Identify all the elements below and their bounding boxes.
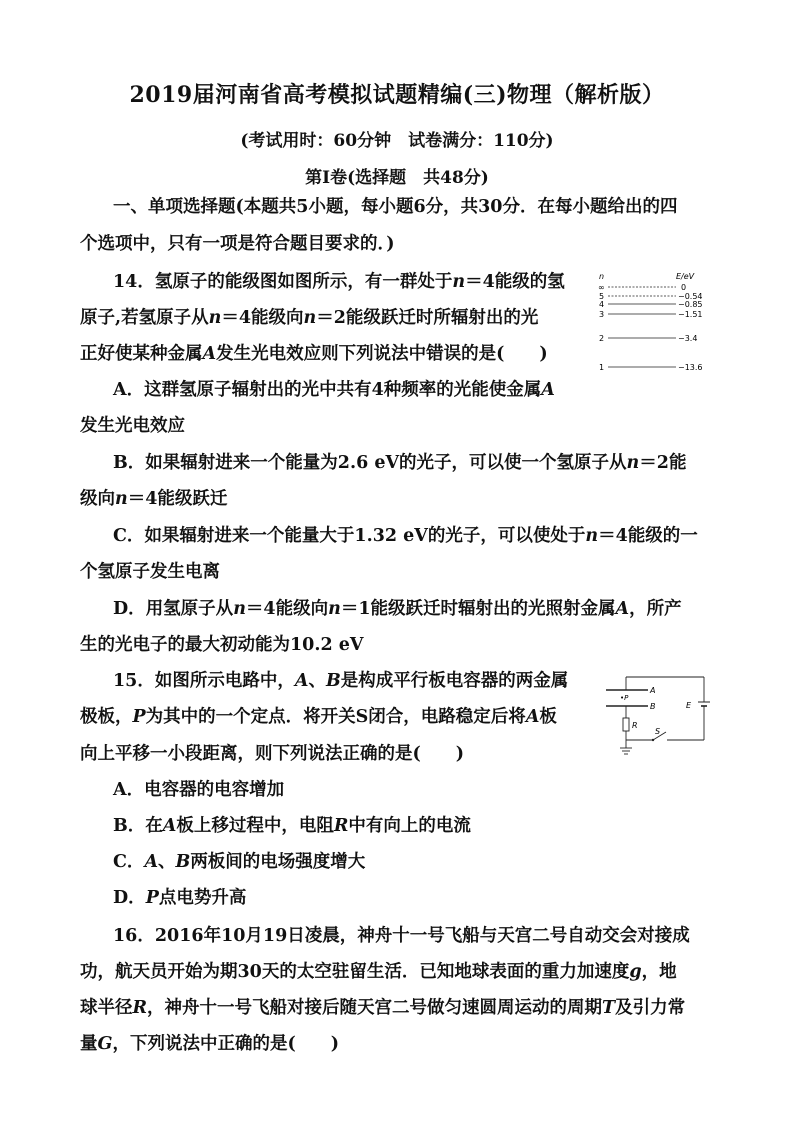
level-e-1: −13.6 [678,363,703,372]
instructions-line-2: 个选项中，只有一项是符合题目要求的．) [80,234,395,254]
q15-line-3: 向上平移一小段距离，则下列说法正确的是( ) [80,744,465,764]
label-b: B [650,702,656,711]
level-e-4: −0.85 [678,300,703,309]
level-n-2: 2 [599,334,605,343]
q14-line-2: 原子,若氢原子从n＝4能级向n＝2能级跃迁时所辐射出的光 [80,308,539,328]
level-n-4: 4 [599,300,605,309]
level-e-3: −1.51 [678,310,703,319]
page-title: 2019届河南省高考模拟试题精编(三)物理（解析版） [129,82,665,108]
exam-subtitle: (考试用时：60分钟 试卷满分：110分) [240,131,554,151]
q14-option-b-cont: 级向n＝4能级跃迁 [80,489,228,509]
q15-option-b: B．在A板上移过程中，电阻R中有向上的电流 [113,816,471,836]
q14-line-3: 正好使某种金属A发生光电效应则下列说法中错误的是( ) [80,344,548,364]
level-e-inf: 0 [681,283,687,292]
section-heading: 第Ⅰ卷(选择题 共48分) [305,168,489,188]
q15-option-a: A．电容器的电容增加 [113,780,285,800]
q14-option-b: B．如果辐射进来一个能量为2.6 eV的光子，可以使一个氢原子从n＝2能 [113,453,687,473]
diagram-n-label: n [599,272,605,281]
label-a: A [650,686,656,695]
label-s: S [655,727,661,736]
resistor-r [623,718,629,731]
level-n-inf: ∞ [598,283,605,292]
label-p: •P [620,694,629,702]
q16-number: 16． [113,926,155,946]
q15-line-2: 极板，P为其中的一个定点．将开关S闭合，电路稳定后将A板 [80,707,557,727]
q14-option-a-cont: 发生光电效应 [80,416,185,436]
q16-line-4: 量G，下列说法中正确的是( ) [80,1034,340,1054]
q16-line-3: 球半径R，神舟十一号飞船对接后随天宫二号做匀速圆周运动的周期T及引力常 [80,998,686,1018]
instructions-lead: 一、单项选择题 [113,197,236,217]
level-n-1: 1 [599,363,605,372]
q16-line-1: 16．2016年10月19日凌晨，神舟十一号飞船与天宫二号自动交会对接成 [113,926,690,946]
circuit-diagram [600,668,720,758]
q16-line-2: 功，航天员开始为期30天的太空驻留生活．已知地球表面的重力加速度g，地 [80,962,677,982]
q14-option-a: A．这群氢原子辐射出的光中共有4种频率的光能使金属A [113,380,555,400]
instructions-line-1: 一、单项选择题(本题共5小题，每小题6分，共30分．在每小题给出的四 [113,197,678,217]
energy-level-diagram [596,268,716,378]
q15-option-c: C．A、B两板间的电场强度增大 [113,852,366,872]
level-e-5: −0.54 [678,292,703,301]
label-r: R [632,721,638,730]
diagram-e-label: E/eV [676,272,695,281]
level-n-5: 5 [599,292,605,301]
q14-number: 14． [113,272,155,292]
q14-option-c-cont: 个氢原子发生电离 [80,562,220,582]
q15-option-d: D．P点电势升高 [113,888,247,908]
q14-option-c: C．如果辐射进来一个能量大于1.32 eV的光子，可以使处于n＝4能级的一 [113,526,698,546]
q14-line-1: 14．氢原子的能级图如图所示，有一群处于n＝4能级的氢 [113,272,565,292]
label-e: E [686,701,692,710]
q15-line-1: 15．如图所示电路中，A、B是构成平行板电容器的两金属 [113,671,569,691]
q14-option-d: D．用氢原子从n＝4能级向n＝1能级跃迁时辐射出的光照射金属A，所产 [113,599,682,619]
q14-option-d-cont: 生的光电子的最大初动能为10.2 eV [80,635,364,655]
q15-number: 15． [113,671,155,691]
level-e-2: −3.4 [678,334,698,343]
level-n-3: 3 [599,310,605,319]
